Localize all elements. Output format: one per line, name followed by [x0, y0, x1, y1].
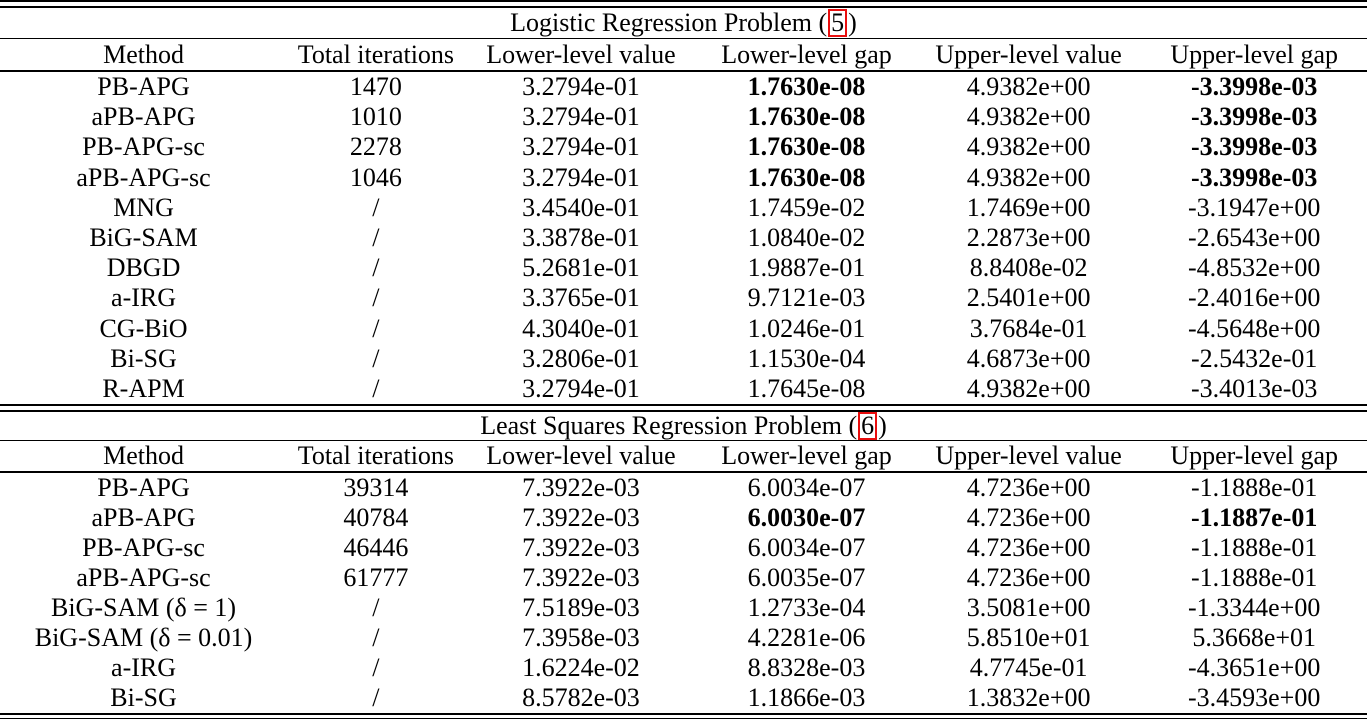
reference-link-5[interactable]: 5: [828, 9, 847, 37]
method-cell: BiG-SAM: [89, 223, 198, 253]
column-header: Method: [103, 39, 184, 69]
value-cell: 3.2794e-01: [522, 102, 640, 132]
value-cell: 8.8328e-03: [747, 653, 866, 683]
value-cell: -4.3651e+00: [1187, 653, 1321, 683]
value-cell: -3.4593e+00: [1187, 683, 1321, 713]
table-row: [0, 193, 1367, 223]
column-header: Total iterations: [297, 441, 455, 471]
value-cell: /: [372, 192, 380, 222]
method-cell: BiG-SAM (δ = 0.01): [34, 623, 253, 653]
method-cell: BiG-SAM (δ = 1): [50, 593, 237, 623]
value-cell: -1.1888e-01: [1191, 563, 1318, 593]
method-cell: PB-APG-sc: [82, 533, 205, 563]
column-header: Lower-level value: [486, 441, 676, 471]
method-cell: CG-BiO: [99, 313, 188, 343]
column-header: Lower-level gap: [721, 39, 892, 69]
value-cell: 6.0030e-07: [747, 503, 866, 533]
value-cell: 7.3922e-03: [522, 563, 640, 593]
value-cell: 7.3958e-03: [522, 623, 640, 653]
table-row: [0, 132, 1367, 162]
method-cell: MNG: [113, 192, 174, 222]
value-cell: -3.3998e-03: [1191, 132, 1318, 162]
value-cell: -4.8532e+00: [1187, 253, 1321, 283]
value-cell: 4.9382e+00: [966, 102, 1091, 132]
value-cell: 7.3922e-03: [522, 503, 640, 533]
value-cell: -1.1887e-01: [1191, 503, 1318, 533]
header-row: [0, 441, 1367, 471]
value-cell: 3.5081e+00: [966, 593, 1091, 623]
value-cell: 1.7630e-08: [747, 72, 866, 102]
value-cell: 46446: [343, 533, 409, 563]
column-header: Upper-level gap: [1170, 441, 1339, 471]
value-cell: 1.3832e+00: [966, 683, 1091, 713]
column-header: Upper-level gap: [1170, 39, 1339, 69]
value-cell: 1.2733e-04: [747, 593, 866, 623]
value-cell: /: [372, 253, 380, 283]
caption-text: Logistic Regression Problem (: [510, 8, 828, 37]
method-cell: a-IRG: [111, 283, 177, 313]
value-cell: 4.9382e+00: [966, 132, 1091, 162]
table-row: [0, 72, 1367, 102]
value-cell: 1.1530e-04: [747, 343, 866, 373]
value-cell: 6.0034e-07: [747, 533, 866, 563]
table-row: [0, 223, 1367, 253]
value-cell: 5.2681e-01: [522, 253, 640, 283]
value-cell: 6.0035e-07: [747, 563, 866, 593]
value-cell: 2.2873e+00: [966, 223, 1091, 253]
method-cell: DBGD: [106, 253, 181, 283]
value-cell: -3.4013e-03: [1191, 373, 1318, 403]
value-cell: /: [372, 683, 380, 713]
column-header: Total iterations: [297, 39, 455, 69]
value-cell: 1.7630e-08: [747, 102, 866, 132]
value-cell: 4.7236e+00: [966, 563, 1091, 593]
column-header: Upper-level value: [935, 441, 1122, 471]
value-cell: 1.7469e+00: [966, 192, 1091, 222]
value-cell: 2.5401e+00: [966, 283, 1091, 313]
value-cell: /: [372, 593, 380, 623]
method-cell: aPB-APG: [91, 102, 196, 132]
value-cell: 4.7236e+00: [966, 473, 1091, 503]
method-cell: aPB-APG-sc: [76, 563, 211, 593]
table-row: [0, 473, 1367, 503]
value-cell: 4.2281e-06: [747, 623, 866, 653]
table-row: [0, 374, 1367, 404]
column-header: Upper-level value: [935, 39, 1122, 69]
table-row: [0, 683, 1367, 713]
value-cell: 3.2794e-01: [522, 373, 640, 403]
value-cell: /: [372, 223, 380, 253]
value-cell: /: [372, 653, 380, 683]
value-cell: 3.2806e-01: [522, 343, 640, 373]
value-cell: 4.6873e+00: [966, 343, 1091, 373]
value-cell: 5.3668e+01: [1192, 623, 1317, 653]
method-cell: Bi-SG: [110, 343, 177, 373]
table-body: [0, 72, 1367, 404]
value-cell: -3.3998e-03: [1191, 102, 1318, 132]
value-cell: 1.7630e-08: [747, 132, 866, 162]
value-cell: -3.3998e-03: [1191, 162, 1318, 192]
value-cell: -3.1947e+00: [1187, 192, 1321, 222]
value-cell: 4.7236e+00: [966, 533, 1091, 563]
value-cell: 4.7745e-01: [969, 653, 1088, 683]
table-caption-least-squares: [0, 412, 1367, 440]
value-cell: 3.7684e-01: [969, 313, 1088, 343]
table-row: [0, 503, 1367, 533]
column-header: Method: [103, 441, 184, 471]
value-cell: 1.7459e-02: [747, 192, 866, 222]
value-cell: -3.3998e-03: [1191, 72, 1318, 102]
table-row: [0, 563, 1367, 593]
value-cell: 4.9382e+00: [966, 373, 1091, 403]
value-cell: 1470: [349, 72, 402, 102]
value-cell: 39314: [343, 473, 409, 503]
value-cell: 7.5189e-03: [522, 593, 640, 623]
header-row: [0, 39, 1367, 70]
value-cell: -2.5432e-01: [1191, 343, 1318, 373]
value-cell: 1010: [349, 102, 402, 132]
method-cell: aPB-APG-sc: [76, 162, 211, 192]
column-header: Lower-level gap: [721, 441, 892, 471]
table-row: [0, 253, 1367, 283]
value-cell: 1.7645e-08: [747, 373, 866, 403]
value-cell: /: [372, 373, 380, 403]
value-cell: 3.2794e-01: [522, 72, 640, 102]
value-cell: 1.0840e-02: [747, 223, 866, 253]
table-row: [0, 344, 1367, 374]
value-cell: 61777: [343, 563, 409, 593]
value-cell: -2.4016e+00: [1187, 283, 1321, 313]
table-row: [0, 533, 1367, 563]
value-cell: -4.5648e+00: [1187, 313, 1321, 343]
method-cell: aPB-APG: [91, 503, 196, 533]
table-row: [0, 653, 1367, 683]
value-cell: 1.1866e-03: [747, 683, 866, 713]
value-cell: 1.9887e-01: [747, 253, 866, 283]
method-cell: PB-APG: [97, 72, 190, 102]
value-cell: 8.5782e-03: [522, 683, 640, 713]
value-cell: 3.3878e-01: [522, 223, 640, 253]
value-cell: 8.8408e-02: [969, 253, 1088, 283]
value-cell: 1.0246e-01: [747, 313, 866, 343]
table-row: [0, 314, 1367, 344]
top-double-rule: [0, 0, 1367, 8]
bottom-double-rule: [0, 713, 1367, 719]
value-cell: 1.6224e-02: [522, 653, 640, 683]
value-cell: /: [372, 283, 380, 313]
table-row: [0, 283, 1367, 313]
value-cell: 5.8510e+01: [966, 623, 1091, 653]
value-cell: -2.6543e+00: [1187, 223, 1321, 253]
table-row: [0, 102, 1367, 132]
table-row: [0, 623, 1367, 653]
caption-close-paren: ): [848, 8, 857, 37]
value-cell: /: [372, 313, 380, 343]
value-cell: 4.3040e-01: [522, 313, 640, 343]
table-body: [0, 473, 1367, 713]
value-cell: 3.4540e-01: [522, 192, 640, 222]
value-cell: /: [372, 343, 380, 373]
table-caption-logistic: [0, 8, 1367, 38]
method-cell: PB-APG: [97, 473, 190, 503]
reference-link-6[interactable]: 6: [858, 412, 877, 440]
method-cell: Bi-SG: [110, 683, 177, 713]
caption-text: Least Squares Regression Problem (: [480, 411, 858, 441]
value-cell: -1.1888e-01: [1191, 533, 1318, 563]
value-cell: 3.2794e-01: [522, 162, 640, 192]
value-cell: 7.3922e-03: [522, 473, 640, 503]
table-row: [0, 593, 1367, 623]
value-cell: 3.3765e-01: [522, 283, 640, 313]
value-cell: 9.7121e-03: [747, 283, 866, 313]
value-cell: 4.9382e+00: [966, 72, 1091, 102]
value-cell: 1046: [349, 162, 402, 192]
table-row: [0, 163, 1367, 193]
method-cell: R-APM: [102, 373, 185, 403]
value-cell: 3.2794e-01: [522, 132, 640, 162]
value-cell: 2278: [349, 132, 402, 162]
value-cell: 7.3922e-03: [522, 533, 640, 563]
value-cell: 1.7630e-08: [747, 162, 866, 192]
value-cell: 4.7236e+00: [966, 503, 1091, 533]
value-cell: 6.0034e-07: [747, 473, 866, 503]
method-cell: a-IRG: [111, 653, 177, 683]
value-cell: -1.1888e-01: [1191, 473, 1318, 503]
value-cell: 4.9382e+00: [966, 162, 1091, 192]
value-cell: -1.3344e+00: [1187, 593, 1321, 623]
value-cell: 40784: [343, 503, 409, 533]
column-header: Lower-level value: [486, 39, 676, 69]
method-cell: PB-APG-sc: [82, 132, 205, 162]
table-least-squares-regression: [0, 404, 1367, 719]
value-cell: /: [372, 623, 380, 653]
caption-close-paren: ): [878, 411, 887, 441]
